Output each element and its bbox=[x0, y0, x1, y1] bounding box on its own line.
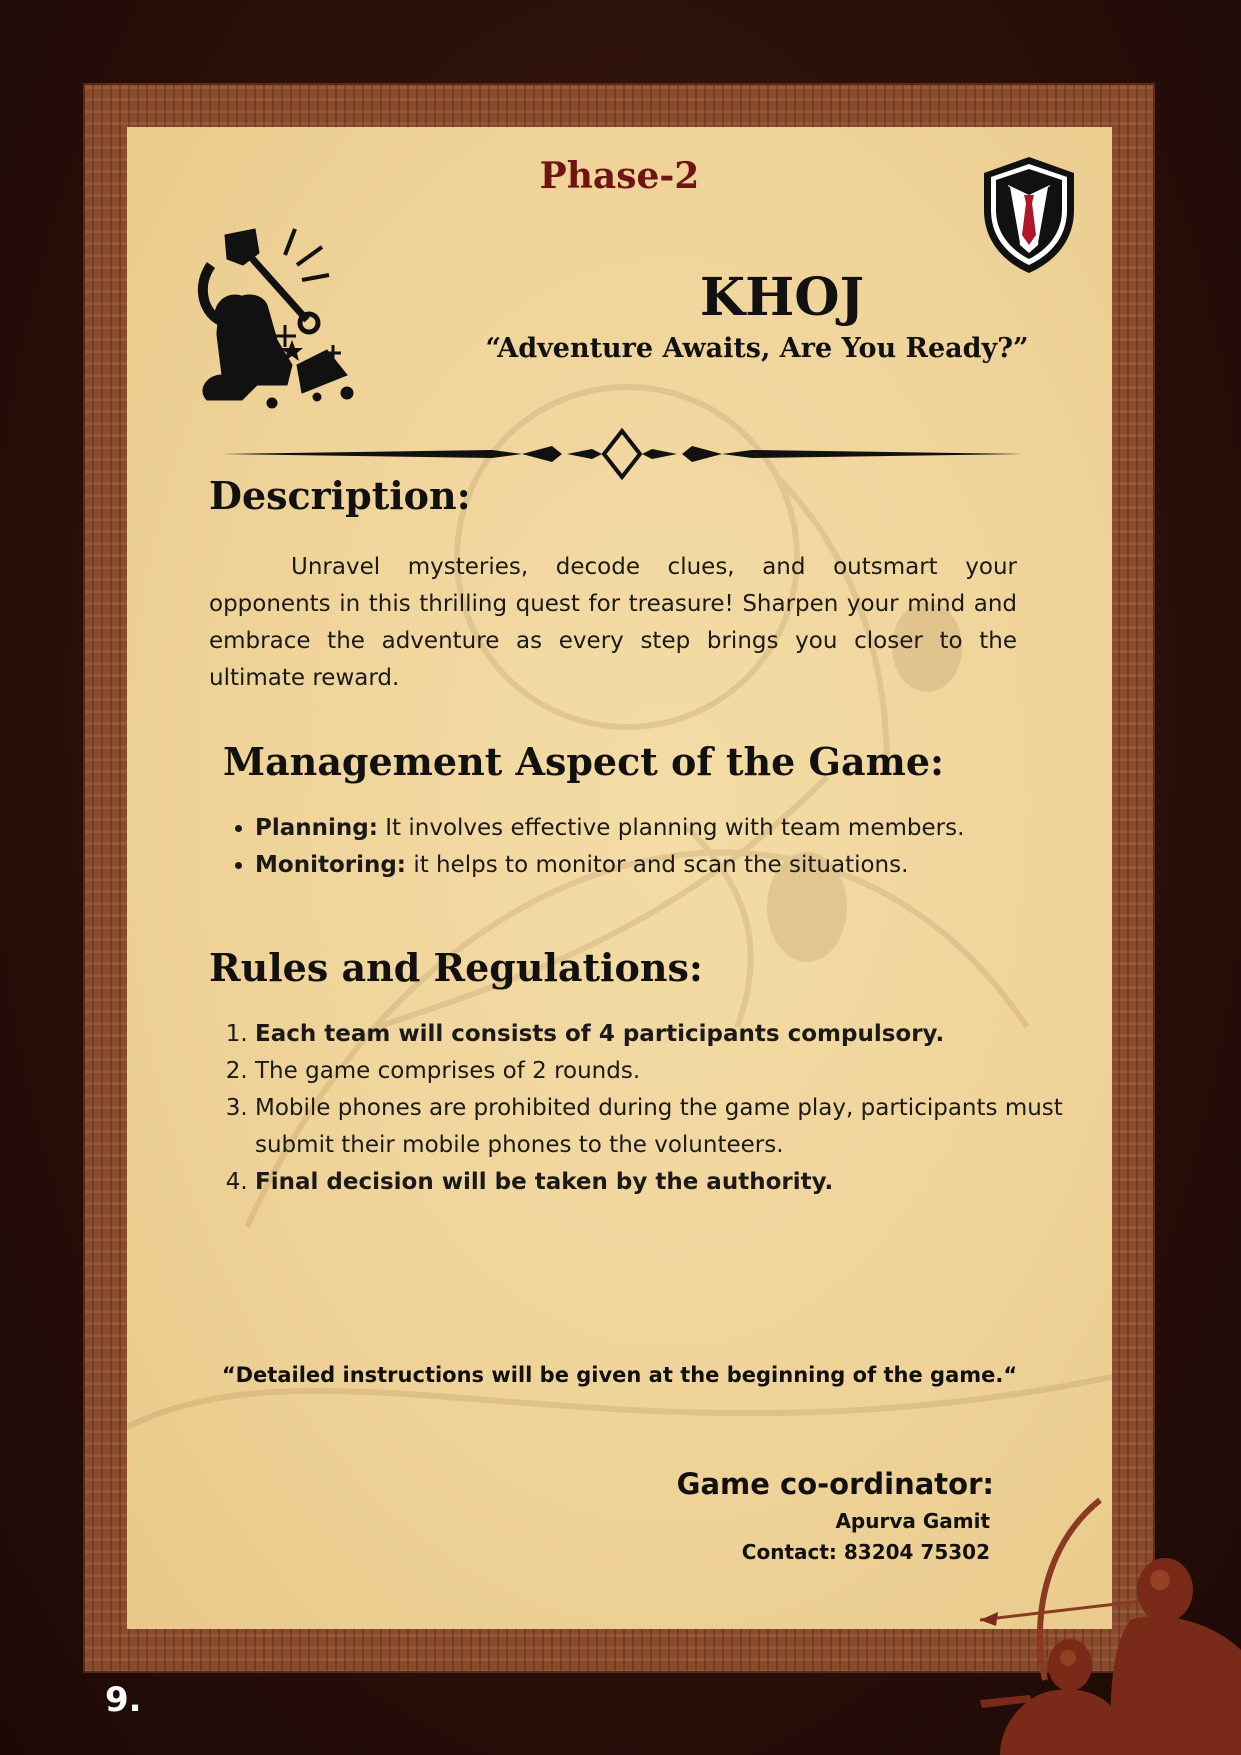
description-text: Unravel mysteries, decode clues, and outsmart your opponents in this thrilling quest for treasure! Sharpen your mind and embrace the adventure as every step brings you closer to the ultimate reward. bbox=[209, 554, 1017, 691]
rules-heading: Rules and Regulations: bbox=[209, 945, 703, 990]
page-number: 9. bbox=[105, 1680, 142, 1720]
paper-sheet bbox=[127, 127, 1112, 1629]
instructions-note: “Detailed instructions will be given at the beginning of the game.“ bbox=[221, 1363, 1018, 1387]
event-title: KHOJ bbox=[699, 267, 865, 328]
list-item bbox=[255, 847, 1055, 884]
list-item bbox=[255, 1053, 1063, 1090]
rule-text: Mobile phones are prohibited during the game play, participants must submit their mobile phones to the volunteers. bbox=[255, 1095, 1063, 1158]
list-item bbox=[255, 810, 1055, 847]
rule-text: Final decision will be taken by the authority. bbox=[255, 1169, 834, 1195]
management-heading: Management Aspect of the Game: bbox=[223, 739, 945, 784]
management-item-text: It involves effective planning with team members. bbox=[377, 815, 965, 841]
list-item bbox=[255, 1164, 1063, 1201]
coordinator-name: Apurva Gamit bbox=[835, 1509, 990, 1533]
phase-label: Phase-2 bbox=[539, 155, 700, 197]
description-heading: Description: bbox=[209, 473, 471, 518]
shield-logo-icon bbox=[980, 155, 1078, 275]
coordinator-heading: Game co-ordinator: bbox=[676, 1467, 994, 1501]
list-item bbox=[255, 1090, 1063, 1164]
management-list bbox=[209, 810, 1055, 884]
coordinator-contact: Contact: 83204 75302 bbox=[741, 1540, 990, 1564]
rule-text: Each team will consists of 4 participants compulsory. bbox=[255, 1021, 945, 1047]
archer-illustration bbox=[960, 1480, 1241, 1755]
rules-list bbox=[209, 1016, 1063, 1201]
management-item-label: Planning: bbox=[255, 815, 378, 841]
list-item bbox=[255, 1016, 1063, 1053]
event-tagline: “Adventure Awaits, Are You Ready?” bbox=[485, 333, 1029, 364]
rule-text: The game comprises of 2 rounds. bbox=[255, 1058, 641, 1084]
management-item-label: Monitoring: bbox=[255, 852, 407, 878]
digging-treasure-icon bbox=[197, 225, 367, 410]
management-item-text: it helps to monitor and scan the situations. bbox=[406, 852, 909, 878]
